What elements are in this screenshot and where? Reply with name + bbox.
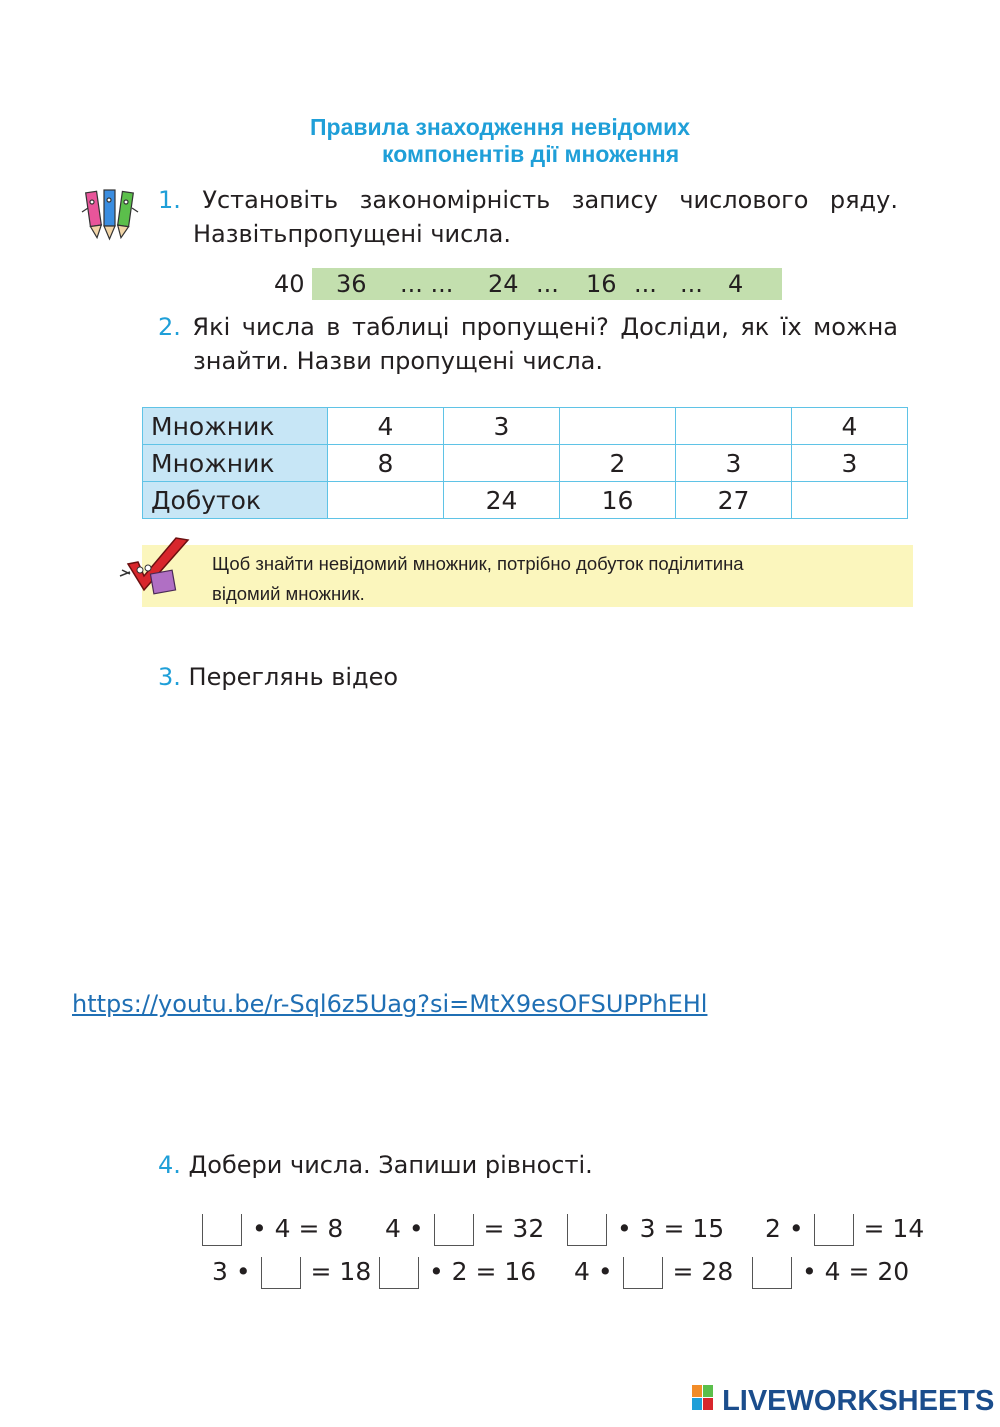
sequence-item: ... <box>680 270 703 298</box>
answer-box[interactable] <box>814 1214 854 1246</box>
table-cell: 27 <box>676 482 792 519</box>
task-4-text: Добери числа. Запиши рівності. <box>188 1151 593 1179</box>
task-4 <box>158 1148 593 1182</box>
task-2-line-1 <box>158 310 898 344</box>
table-cell <box>676 408 792 445</box>
equation-right: = 28 <box>672 1257 734 1286</box>
task-3 <box>158 660 398 694</box>
sequence-band <box>312 268 782 300</box>
equation <box>200 1212 343 1246</box>
title-line-2: компонентів дії множення <box>382 141 680 167</box>
table-cell <box>792 482 908 519</box>
equation-left: 4 • <box>385 1214 424 1243</box>
equation <box>574 1255 733 1289</box>
table-cell: 8 <box>328 445 444 482</box>
equation-right: • 4 = 20 <box>801 1257 910 1286</box>
table-cell: 3 <box>792 445 908 482</box>
equation <box>565 1212 724 1246</box>
rule-text <box>212 549 902 609</box>
task-2-number: 2. <box>158 313 181 341</box>
table-row <box>143 445 908 482</box>
table-row <box>143 408 908 445</box>
task-2-text: Які числа в таблиці пропущені? Досліди, як їх можна <box>192 313 898 341</box>
task-2-line-2: знайти. Назви пропущені числа. <box>193 347 603 375</box>
equation-right: • 4 = 8 <box>251 1214 344 1243</box>
table-cell <box>560 408 676 445</box>
page-title <box>310 114 810 168</box>
answer-box[interactable] <box>434 1214 474 1246</box>
answer-box[interactable] <box>261 1257 301 1289</box>
table-cell: 4 <box>792 408 908 445</box>
equation <box>765 1212 924 1246</box>
checkmark-icon <box>118 536 194 604</box>
logo-icon <box>692 1385 714 1419</box>
table-cell: 24 <box>444 482 560 519</box>
answer-box[interactable] <box>379 1257 419 1289</box>
row-label: Добуток <box>143 482 328 519</box>
sequence-first-value: 40 <box>274 270 305 298</box>
rule-box <box>142 545 913 607</box>
video-link[interactable]: https://youtu.be/r-Sql6z5Uag?si=MtX9esOFSUPPhEHl <box>72 990 708 1018</box>
equation <box>212 1255 371 1289</box>
sequence-item: 24 <box>488 270 519 298</box>
table-row <box>143 482 908 519</box>
equation-right: • 2 = 16 <box>428 1257 537 1286</box>
sequence-item: ... <box>536 270 559 298</box>
equation-right: = 32 <box>483 1214 545 1243</box>
equation-left: 2 • <box>765 1214 804 1243</box>
table-cell: 2 <box>560 445 676 482</box>
row-label: Множник <box>143 445 328 482</box>
answer-box[interactable] <box>752 1257 792 1289</box>
task-1-line-1 <box>158 183 898 217</box>
table-cell: 4 <box>328 408 444 445</box>
equation <box>750 1255 909 1289</box>
equation-left: 4 • <box>574 1257 613 1286</box>
logo-text: LIVEWORKSHEETS <box>722 1385 995 1417</box>
sequence-item: ... ... <box>400 270 454 298</box>
task-1-number: 1. <box>158 186 181 214</box>
task-3-text: Переглянь відео <box>188 663 399 691</box>
multiplication-table <box>142 407 908 519</box>
task-1-line-2: Назвітьпропущені числа. <box>193 220 511 248</box>
equation <box>377 1255 536 1289</box>
row-label: Множник <box>143 408 328 445</box>
title-line-1: Правила знаходження невідомих <box>310 114 691 140</box>
sequence-item: 4 <box>728 270 744 298</box>
task-1 <box>158 183 898 251</box>
task-4-number: 4. <box>158 1151 181 1179</box>
table-cell <box>328 482 444 519</box>
table-cell: 3 <box>676 445 792 482</box>
task-2 <box>158 310 898 378</box>
pencils-icon <box>78 186 142 246</box>
answer-box[interactable] <box>567 1214 607 1246</box>
equation-right: = 14 <box>863 1214 925 1243</box>
equation-right: = 18 <box>310 1257 372 1286</box>
task-1-text: Установіть закономірність запису числового ряду. <box>202 186 898 214</box>
table-cell: 16 <box>560 482 676 519</box>
table-cell: 3 <box>444 408 560 445</box>
answer-box[interactable] <box>623 1257 663 1289</box>
rule-line-1: Щоб знайти невідомий множник, потрібно добуток поділитина <box>212 553 744 574</box>
equation-left: 3 • <box>212 1257 251 1286</box>
equation-right: • 3 = 15 <box>616 1214 725 1243</box>
rule-line-2: відомий множник. <box>212 583 365 604</box>
equation <box>385 1212 544 1246</box>
liveworksheets-logo <box>692 1384 994 1418</box>
task-3-number: 3. <box>158 663 181 691</box>
sequence-item: ... <box>634 270 657 298</box>
sequence-item: 36 <box>336 270 367 298</box>
table-cell <box>444 445 560 482</box>
sequence-item: 16 <box>586 270 617 298</box>
answer-box[interactable] <box>202 1214 242 1246</box>
